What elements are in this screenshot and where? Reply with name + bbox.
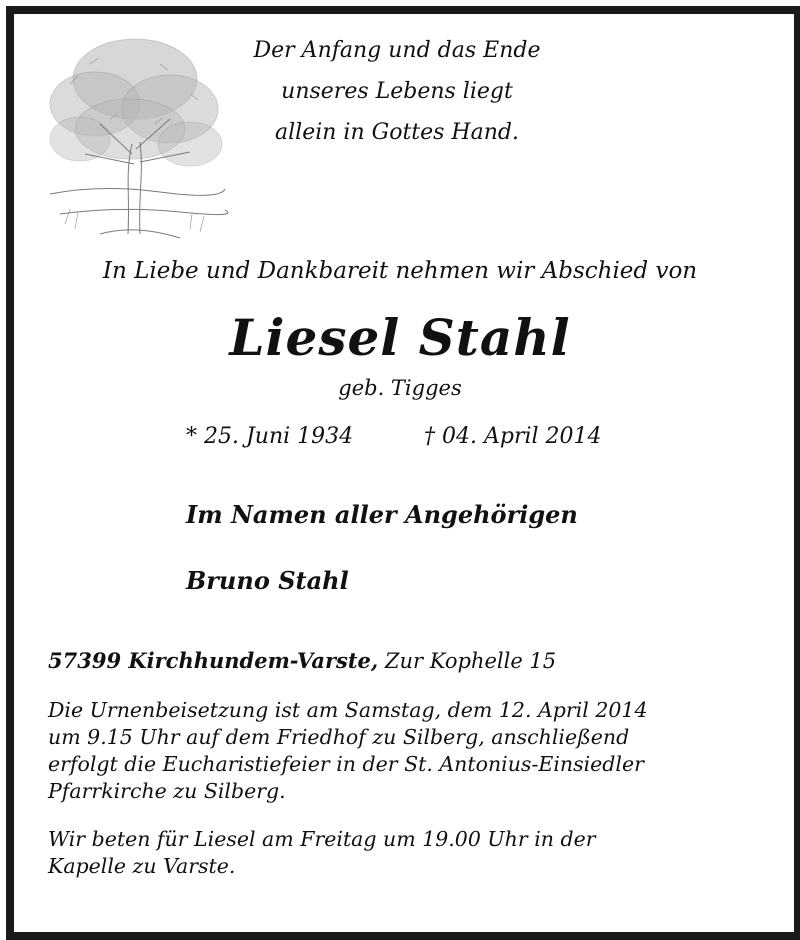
deceased-name: Liesel Stahl xyxy=(229,308,571,367)
family-line: Im Namen aller Angehörigen xyxy=(186,500,578,529)
prayer-notice-line: Wir beten für Liesel am Freitag um 19.00 Uhr in der xyxy=(48,827,596,851)
funeral-notice-line: erfolgt die Eucharistiefeier in der St. Antonius-Einsiedler xyxy=(48,752,644,776)
funeral-notice-line: Pfarrkirche zu Silberg. xyxy=(48,779,286,803)
funeral-notice xyxy=(48,697,778,805)
address-street: Zur Kophelle 15 xyxy=(384,649,557,673)
funeral-notice-line: Die Urnenbeisetzung ist am Samstag, dem 12. April 2014 xyxy=(48,698,648,722)
prayer-notice-line: Kapelle zu Varste. xyxy=(48,854,236,878)
farewell-intro: In Liebe und Dankbareit nehmen wir Abschied von xyxy=(102,258,698,284)
motto-line: allein in Gottes Hand. xyxy=(275,120,519,145)
tree-illustration-icon xyxy=(40,24,230,252)
signer-name: Bruno Stahl xyxy=(186,566,349,595)
address xyxy=(48,648,556,673)
address-city: 57399 Kirchhundem-Varste, xyxy=(48,648,379,673)
funeral-notice-line: um 9.15 Uhr auf dem Friedhof zu Silberg, anschließend xyxy=(48,725,630,749)
death-date: † 04. April 2014 xyxy=(424,424,602,449)
birth-date: * 25. Juni 1934 xyxy=(186,424,354,449)
maiden-name: geb. Tigges xyxy=(338,376,462,400)
motto-line: Der Anfang und das Ende xyxy=(253,38,541,63)
motto xyxy=(222,30,572,153)
prayer-notice xyxy=(48,826,778,880)
motto-line: unseres Lebens liegt xyxy=(281,79,513,104)
